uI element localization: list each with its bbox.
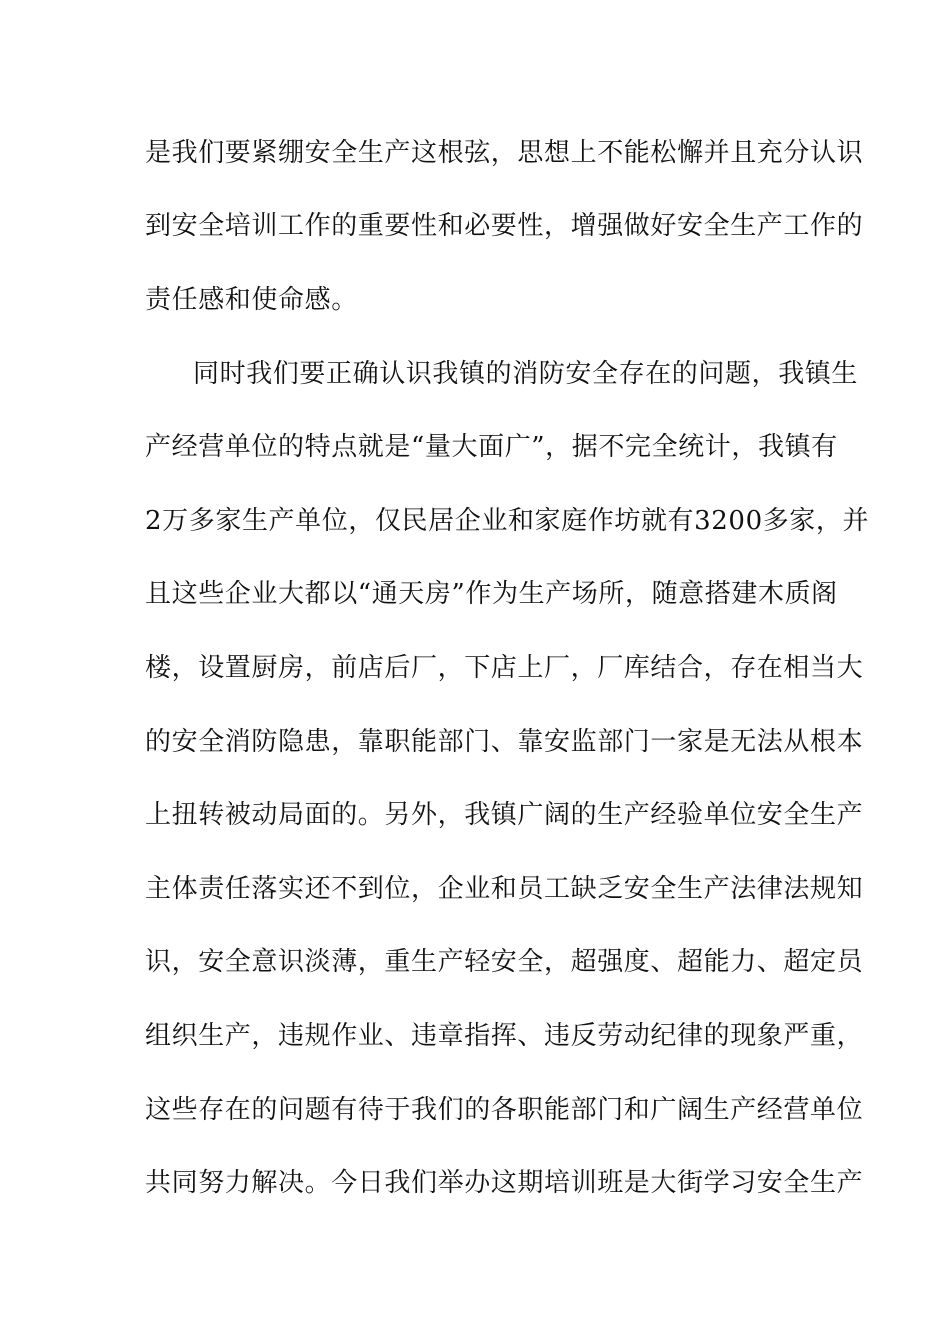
text-line: 产经营单位的特点就是“量大面广”，据不完全统计，我镇有 [145, 432, 838, 462]
text-line: 组织生产，违规作业、违章指挥、违反劳动纪律的现象严重， [145, 1021, 864, 1051]
text-line: 且这些企业大都以“通天房”作为生产场所，随意搭建木质阁 [145, 579, 838, 609]
text-line: 是我们要紧绷安全生产这根弦，思想上不能松懈并且充分认识 [145, 138, 864, 168]
text-line: 的安全消防隐患，靠职能部门、靠安监部门一家是无法从根本 [145, 727, 864, 757]
text-line: 识，安全意识淡薄，重生产轻安全，超强度、超能力、超定员 [145, 947, 864, 977]
text-line: 2万多家生产单位，仅民居企业和家庭作坊就有3200多家，并 [145, 506, 870, 536]
text-line: 楼，设置厨房，前店后厂，下店上厂，厂库结合，存在相当大 [145, 653, 864, 683]
text-line: 责任感和使命感。 [145, 285, 358, 315]
text-line: 这些存在的问题有待于我们的各职能部门和广阔生产经营单位 [145, 1095, 864, 1125]
paragraph-first-line: 同时我们要正确认识我镇的消防安全存在的问题，我镇生 [193, 359, 859, 389]
text-line: 上扭转被动局面的。另外，我镇广阔的生产经验单位安全生产 [145, 800, 864, 830]
text-line: 主体责任落实还不到位，企业和员工缺乏安全生产法律法规知 [145, 874, 864, 904]
text-line: 共同努力解决。今日我们举办这期培训班是大街学习安全生产 [145, 1168, 864, 1198]
text-line: 到安全培训工作的重要性和必要性，增强做好安全生产工作的 [145, 211, 864, 241]
